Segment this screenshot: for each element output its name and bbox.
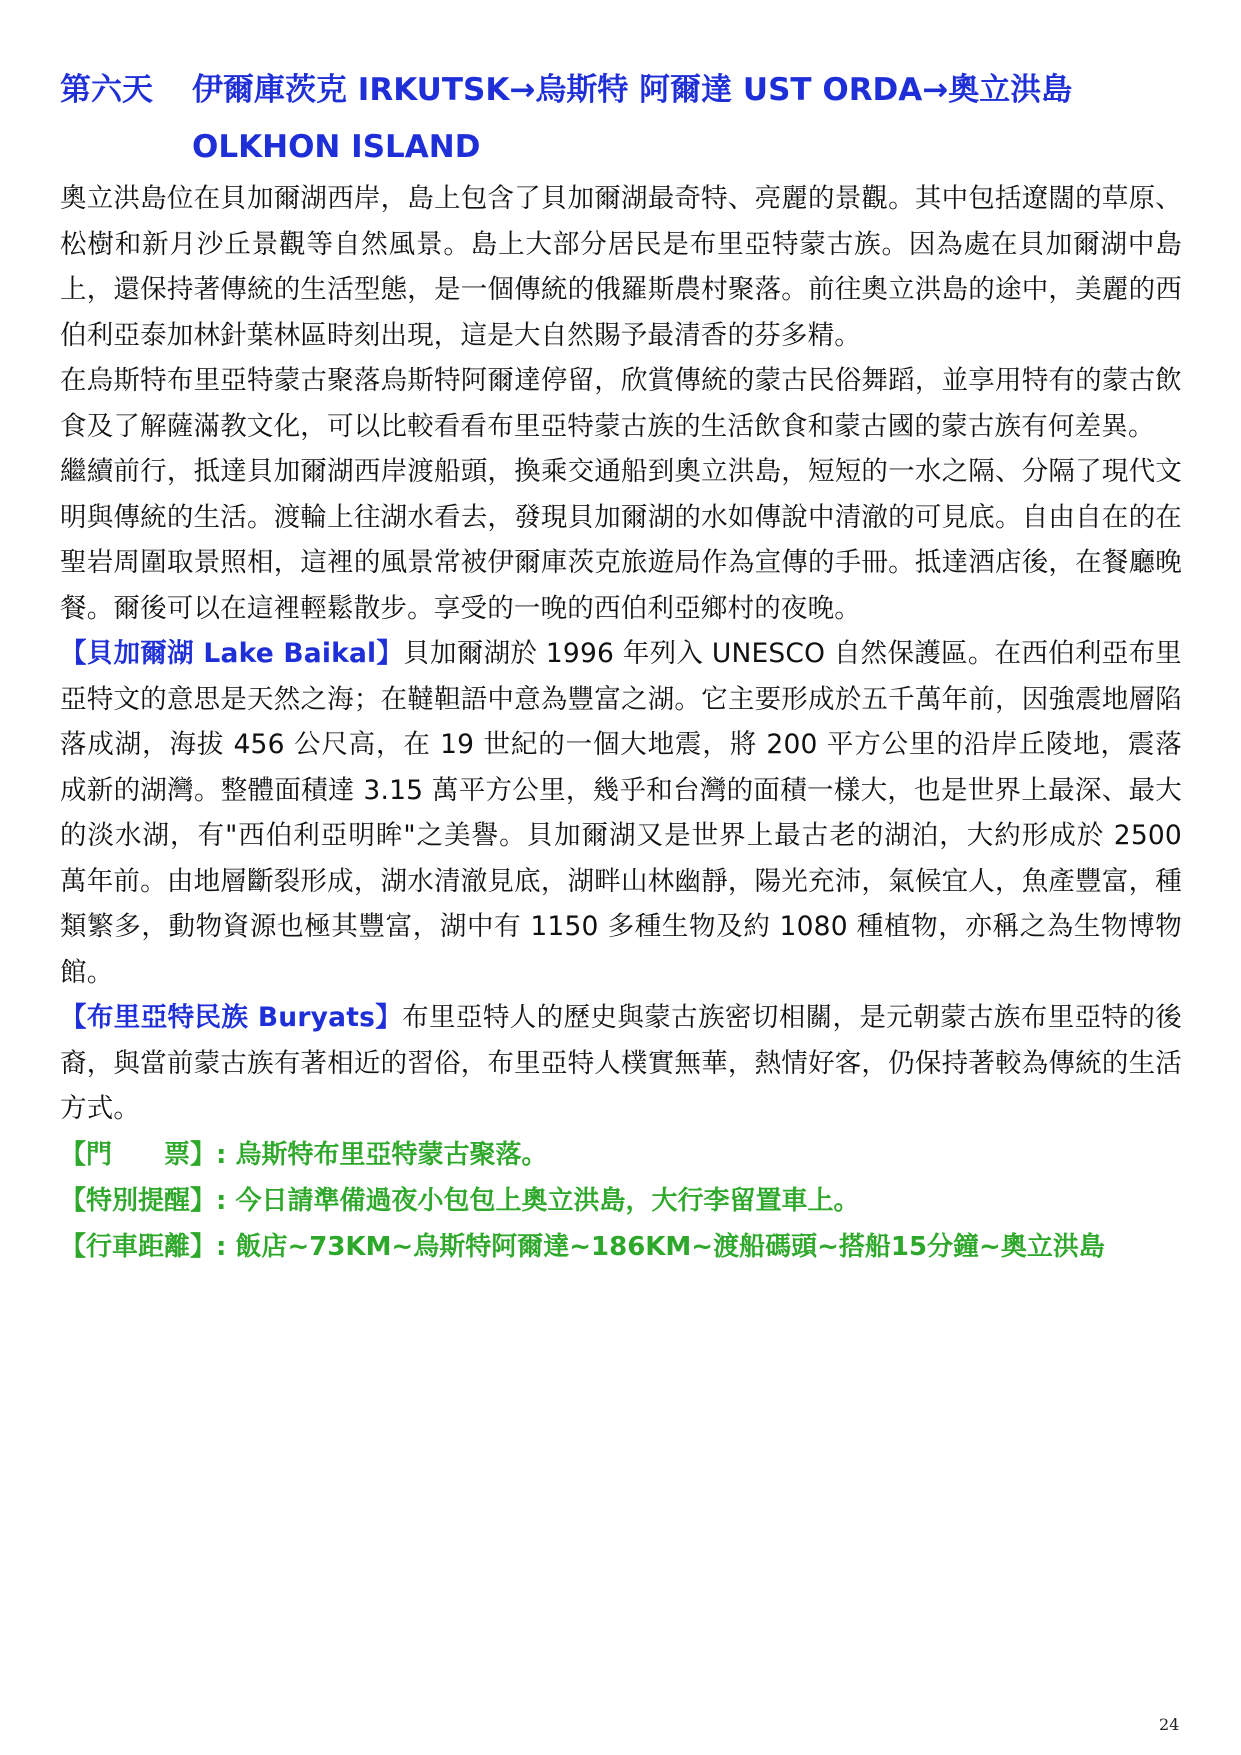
document-page [60,62,1182,1270]
paragraph-lake-baikal [60,631,1182,995]
paragraph-buryats [60,995,1182,1132]
day-route: 伊爾庫茨克 IRKUTSK→烏斯特 阿爾達 UST ORDA→奧立洪島 OLKHON ISLAND [192,72,1073,165]
note-special-reminder: 【特別提醒】: 今日請準備過夜小包包上奧立洪島，大行李留置車上。 [60,1185,860,1216]
lake-baikal-label: 【貝加爾湖 Lake Baikal】 [60,638,404,669]
buryats-text: 布里亞特人的歷史與蒙古族密切相關，是元朝蒙古族布里亞特的後裔，與當前蒙古族有著相近的習俗，布里亞特人樸實無華，熱情好客，仍保持著較為傳統的生活方式。 [60,1002,1182,1124]
buryats-label: 【布里亞特民族 Buryats】 [60,1002,403,1033]
day-label: 第六天 [60,72,153,108]
day-heading [60,62,1182,176]
page-number: 24 [1159,1715,1180,1734]
paragraph-ust-orda: 在烏斯特布里亞特蒙古聚落烏斯特阿爾達停留，欣賞傳統的蒙古民俗舞蹈，並享用特有的蒙古飲食及了解薩滿教文化，可以比較看看布里亞特蒙古族的生活飲食和蒙古國的蒙古族有何差異。 [60,365,1182,442]
note-driving-distance: 【行車距離】: 飯店~73KM~烏斯特阿爾達~186KM~渡船碼頭~搭船15分鐘~奧立洪島 [60,1231,1105,1262]
paragraph-olkhon-intro: 奧立洪島位在貝加爾湖西岸，島上包含了貝加爾湖最奇特、亮麗的景觀。其中包括遼闊的草原、松樹和新月沙丘景觀等自然風景。島上大部分居民是布里亞特蒙古族。因為處在貝加爾湖中島上，還保持著傳統的生活型態，是一個傳統的俄羅斯農村聚落。前往奧立洪島的途中，美麗的西伯利亞泰加林針葉林區時刻出現，這是大自然賜予最清香的芬多精。 [60,183,1182,351]
paragraph-ferry: 繼續前行，抵達貝加爾湖西岸渡船頭，換乘交通船到奧立洪島，短短的一水之隔、分隔了現代文明與傳統的生活。渡輪上往湖水看去，發現貝加爾湖的水如傳說中清澈的可見底。自由自在的在聖岩周圍取景照相，這裡的風景常被伊爾庫茨克旅遊局作為宣傳的手冊。抵達酒店後，在餐廳晚餐。爾後可以在這裡輕鬆散步。享受的一晚的西伯利亞鄉村的夜晚。 [60,456,1182,624]
lake-baikal-text: 貝加爾湖於 1996 年列入 UNESCO 自然保護區。在西伯利亞布里亞特文的意思是天然之海；在韃靼語中意為豐富之湖。它主要形成於五千萬年前，因強震地層陷落成湖，海拔 456 公尺高，在 19 世紀的一個大地震，將 200 平方公里的沿岸丘陵地，震落成新的湖灣。整體面積達 3.15 萬平方公里，幾乎和台灣的面積一樣大，也是世界上最深、最大的淡水湖，有"西伯利亞明眸"之美譽。貝加爾湖又是世界上最古老的湖泊，大約形成於 2500 萬年前。由地層斷裂形成，湖水清澈見底，湖畔山林幽靜，陽光充沛，氣候宜人，魚產豐富，種類繁多，動物資源也極其豐富，湖中有 1150 多種生物及約 1080 種植物，亦稱之為生物博物館。 [60,638,1182,988]
note-tickets: 【門 票】: 烏斯特布里亞特蒙古聚落。 [60,1139,548,1170]
